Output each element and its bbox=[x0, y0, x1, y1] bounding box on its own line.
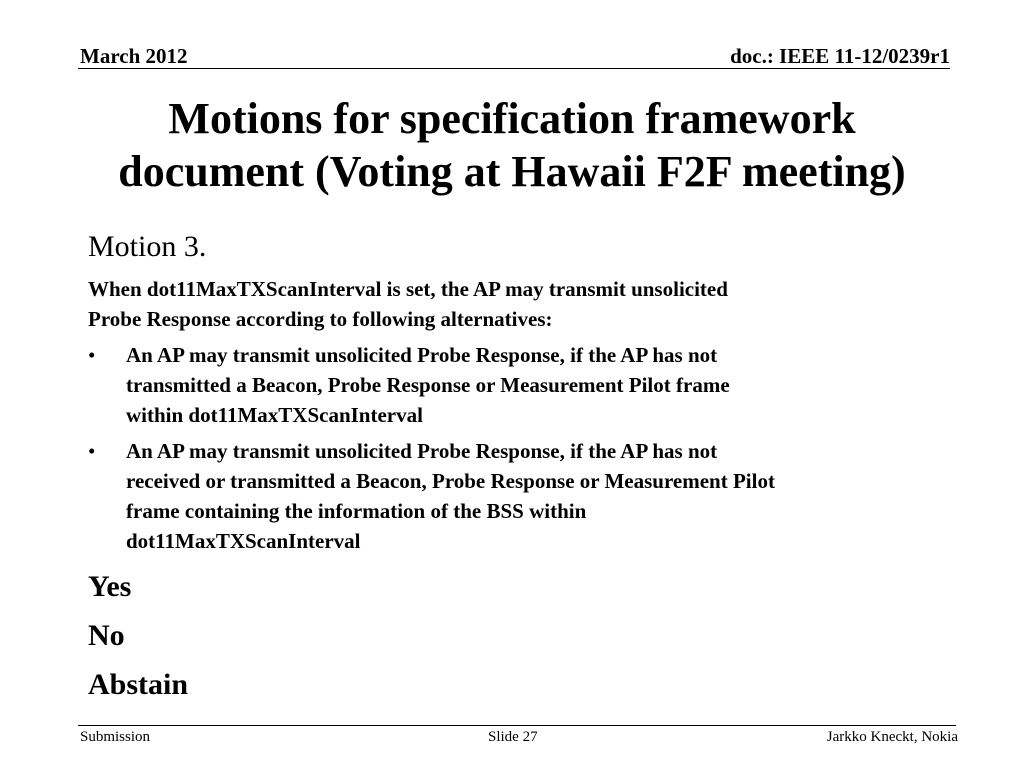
list-item-line: An AP may transmit unsolicited Probe Response, if the AP has not bbox=[126, 439, 718, 463]
header-doc-id: doc.: IEEE 11-12/0239r1 bbox=[730, 44, 950, 68]
list-item-line: within dot11MaxTXScanInterval bbox=[126, 403, 423, 427]
footer-submission: Submission bbox=[80, 729, 151, 745]
alternatives-list bbox=[88, 340, 948, 556]
motion-lead-line-2: Probe Response according to following alternatives: bbox=[88, 307, 553, 331]
header-date: March 2012 bbox=[80, 44, 188, 68]
vote-no: No bbox=[88, 619, 125, 652]
list-item bbox=[88, 340, 948, 430]
footer-author: Jarkko Kneckt, Nokia bbox=[826, 729, 958, 745]
slide-title-line-1: Motions for specification framework bbox=[168, 94, 856, 143]
bullet-icon: • bbox=[88, 439, 96, 463]
list-item-line: received or transmitted a Beacon, Probe Response or Measurement Pilot bbox=[126, 469, 775, 493]
motion-lead-line-1: When dot11MaxTXScanInterval is set, the AP may transmit unsolicited bbox=[88, 277, 728, 301]
list-item bbox=[88, 436, 948, 556]
motion-lead-text bbox=[88, 274, 948, 334]
list-item-line: An AP may transmit unsolicited Probe Response, if the AP has not bbox=[126, 343, 718, 367]
vote-yes: Yes bbox=[88, 570, 132, 603]
list-item-line: dot11MaxTXScanInterval bbox=[126, 529, 361, 553]
footer-divider bbox=[78, 725, 956, 726]
vote-abstain: Abstain bbox=[88, 668, 189, 701]
slide-title-line-2: document (Voting at Hawaii F2F meeting) bbox=[118, 147, 906, 196]
list-item-line: frame containing the information of the BSS within bbox=[126, 499, 587, 523]
vote-options bbox=[88, 562, 948, 709]
list-item-line: transmitted a Beacon, Probe Response or Measurement Pilot frame bbox=[126, 373, 730, 397]
slide-body bbox=[88, 228, 948, 709]
footer-slide-number: Slide 27 bbox=[488, 729, 538, 745]
bullet-icon: • bbox=[88, 343, 96, 367]
motion-title: Motion 3. bbox=[88, 230, 207, 263]
header-divider bbox=[78, 68, 950, 69]
slide-title bbox=[60, 92, 964, 198]
